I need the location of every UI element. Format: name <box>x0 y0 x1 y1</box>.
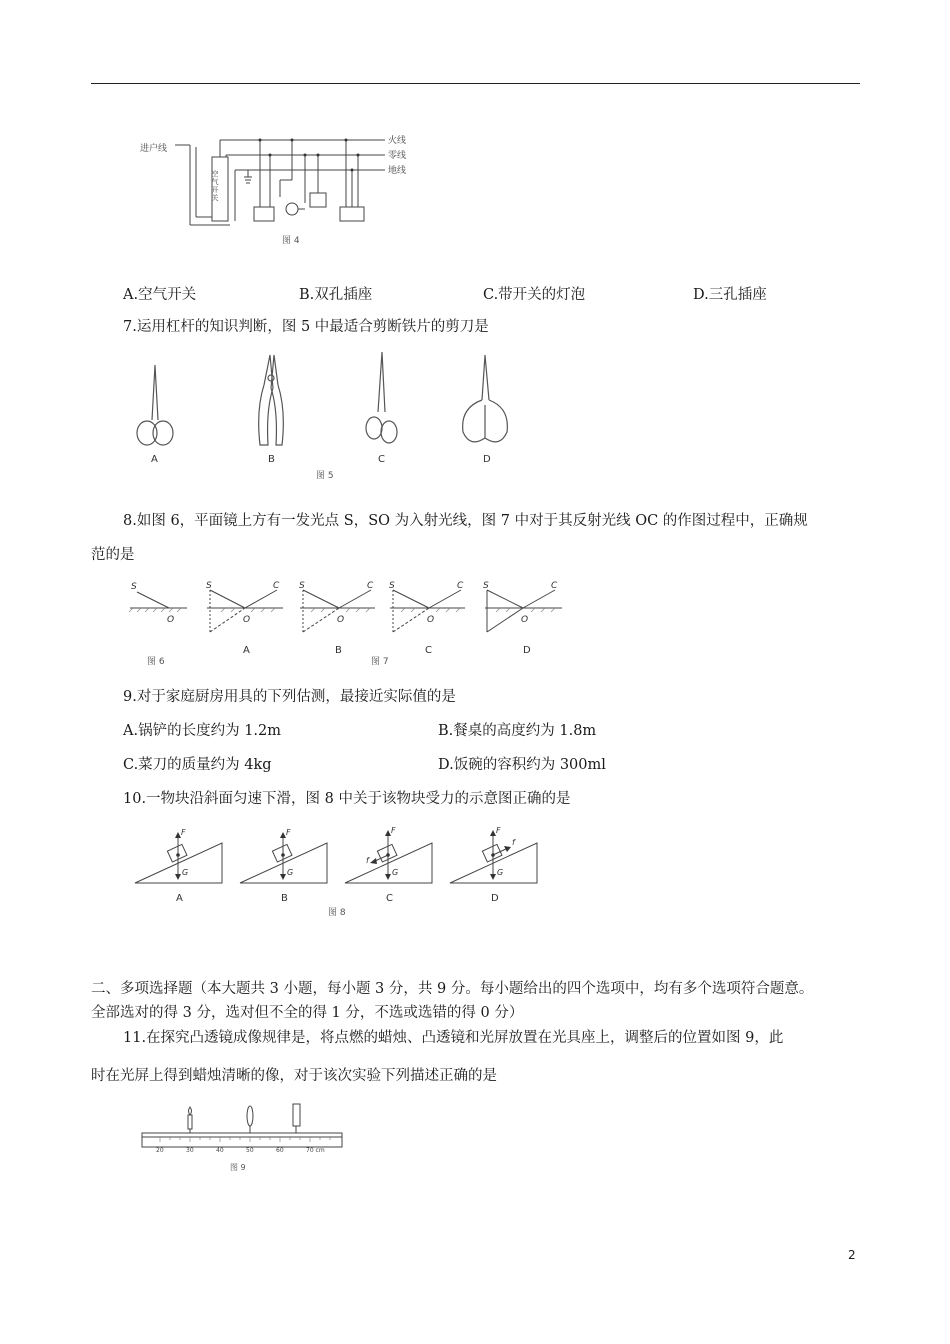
fig8c-force-f: F <box>391 826 396 835</box>
fig4-entry-label: 进户线 <box>140 144 168 154</box>
q7-question: 7.运用杠杆的知识判断，图 5 中最适合剪断铁片的剪刀是 <box>123 319 489 335</box>
q6-option-c: C.带开关的灯泡 <box>483 287 586 303</box>
fig8c-force-g: G <box>392 868 399 877</box>
fig9-tick-40: 40 <box>216 1147 224 1154</box>
fig5-letter-d: D <box>483 454 491 465</box>
q9-option-d: D.饭碗的容积约为 300ml <box>438 757 606 773</box>
fig7c-point-s: S <box>389 581 395 591</box>
q6-option-a: A.空气开关 <box>123 287 197 303</box>
fig4-ground-label: 地线 <box>388 166 407 176</box>
q8-question-line1: 8.如图 6，平面镜上方有一发光点 S，SO 为入射光线，图 7 中对于其反射光线 OC 的作图过程中，正确规 <box>123 513 808 529</box>
fig7-letter-d: D <box>523 645 531 656</box>
q8-question-line2: 范的是 <box>91 547 135 563</box>
fig5-letter-b: B <box>268 454 275 465</box>
fig8a-force-f: F <box>181 828 186 837</box>
fig7a-point-s: S <box>206 581 212 591</box>
section2-heading-line1: 二、多项选择题（本大题共 3 小题，每小题 3 分，共 9 分。每小题给出的四个选项中，均有多个选项符合题意。 <box>91 981 814 997</box>
fig5-letter-a: A <box>151 454 158 465</box>
fig8-letter-d: D <box>491 893 499 904</box>
fig7b-point-o: O <box>337 615 345 625</box>
fig8b-force-g: G <box>287 868 294 877</box>
fig9-caption: 图 9 <box>230 1163 246 1172</box>
fig4-caption: 图 4 <box>282 236 300 246</box>
fig7-letter-b: B <box>335 645 342 656</box>
fig4-neutral-label: 零线 <box>388 151 407 161</box>
fig9-tick-50: 50 <box>246 1147 254 1154</box>
fig7b-point-s: S <box>299 581 305 591</box>
page-number: 2 <box>848 1248 856 1262</box>
q9-option-b: B.餐桌的高度约为 1.8m <box>438 723 597 739</box>
fig6-point-o: O <box>167 615 175 625</box>
fig8a-force-g: G <box>182 868 189 877</box>
fig6-caption: 图 6 <box>147 657 165 667</box>
fig8-letter-c: C <box>386 893 393 904</box>
q6-option-d: D.三孔插座 <box>693 287 767 303</box>
fig8-letter-a: A <box>176 893 183 904</box>
fig5-letter-c: C <box>378 454 385 465</box>
q11-question-line1: 11.在探究凸透镜成像规律是，将点燃的蜡烛、凸透镜和光屏放置在光具座上，调整后的位置如图 9，此 <box>123 1030 784 1046</box>
fig8d-force-g: G <box>497 868 504 877</box>
fig7d-point-c: C <box>551 581 558 591</box>
fig6-point-s: S <box>131 582 137 592</box>
q11-question-line2: 时在光屏上得到蜡烛清晰的像，对于该次实验下列描述正确的是 <box>91 1068 497 1084</box>
fig7c-point-c: C <box>457 581 464 591</box>
fig9-tick-60: 60 <box>276 1147 284 1154</box>
figure-4-circuit <box>130 125 410 250</box>
figure-8-incline-forces <box>130 825 550 920</box>
fig7-letter-a: A <box>243 645 250 656</box>
fig7d-point-s: S <box>483 581 489 591</box>
q6-option-b: B.双孔插座 <box>299 287 373 303</box>
fig7a-point-o: O <box>243 615 251 625</box>
fig8d-force-friction: f <box>512 838 515 847</box>
fig9-tick-70: 70 cm <box>306 1147 325 1154</box>
fig8-letter-b: B <box>281 893 288 904</box>
q9-option-a: A.锅铲的长度约为 1.2m <box>123 723 281 739</box>
fig9-tick-20: 20 <box>156 1147 164 1154</box>
figure-5-scissors <box>130 350 530 480</box>
figure-6-7-reflection <box>125 578 575 668</box>
q9-question: 9.对于家庭厨房用具的下列估测，最接近实际值的是 <box>123 689 456 705</box>
fig8b-force-f: F <box>286 828 291 837</box>
fig8c-force-friction: f <box>366 856 369 865</box>
fig4-switch-label: 空气开关 <box>211 170 219 202</box>
fig7a-point-c: C <box>273 581 280 591</box>
q10-question: 10.一物块沿斜面匀速下滑，图 8 中关于该物块受力的示意图正确的是 <box>123 791 571 807</box>
fig7-letter-c: C <box>425 645 432 656</box>
fig7d-point-o: O <box>521 615 529 625</box>
figure-9-optical-bench <box>140 1100 350 1180</box>
header-rule <box>91 83 860 84</box>
q9-option-c: C.菜刀的质量约为 4kg <box>123 757 272 773</box>
fig8-caption: 图 8 <box>328 908 346 918</box>
fig4-live-label: 火线 <box>388 136 407 146</box>
fig7-caption: 图 7 <box>371 657 389 667</box>
fig7b-point-c: C <box>367 581 374 591</box>
fig9-tick-30: 30 <box>186 1147 194 1154</box>
fig5-caption: 图 5 <box>316 471 334 481</box>
fig7c-point-o: O <box>427 615 435 625</box>
section2-heading-line2: 全部选对的得 3 分，选对但不全的得 1 分，不选或选错的得 0 分） <box>91 1005 524 1021</box>
fig8d-force-f: F <box>496 826 501 835</box>
